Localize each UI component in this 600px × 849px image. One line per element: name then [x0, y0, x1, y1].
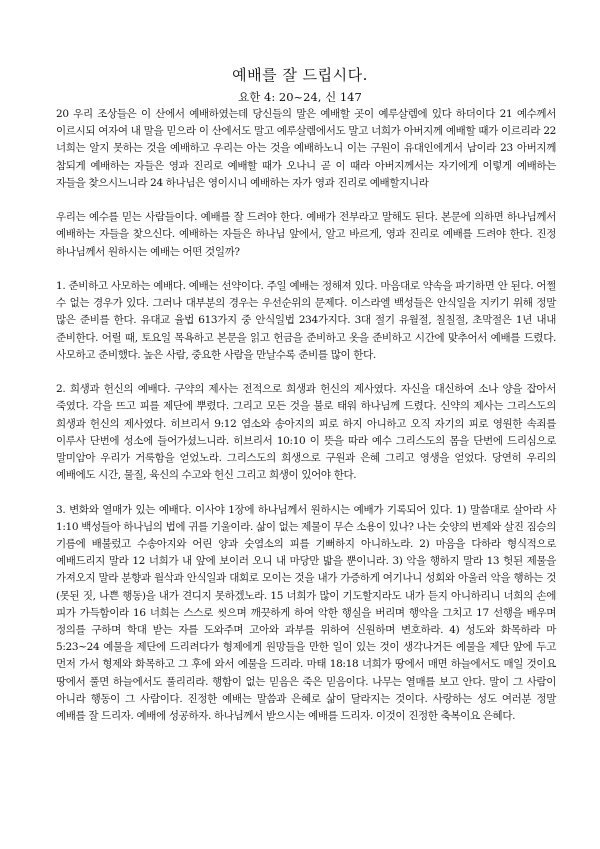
scripture-passage: 20 우리 조상들은 이 산에서 예배하였는데 당신들의 말은 예배할 곳이 예루살렘에 있다 하더이다 21 예수께서 이르시되 여자여 내 말을 믿으라 이 산에서도 말고 예루살렘에서도 말고 너희가 아버지께 예배할 때가 이르리라 22 너희는 알지 못하는 것을 예배하고 우리는 아는 것을 예배하노니 이는 구원이 유대인에게서 남이라 23 아버지께 참되게 예배하는 자들은 영과 진리로 예배할 때가 오나니 곧 이 때라 아버지께서는 자기에게 이렇게 예배하는 자들을 찾으시느니라 24 하나님은 영이시니 예배하는 자가 영과 진리로 예배할지니라 [56, 108, 556, 189]
sermon-body [56, 106, 556, 725]
scripture-reference: 요한 4: 20~24, 신 147 [238, 90, 362, 104]
paragraph-spacer [56, 484, 556, 501]
paragraph-spacer [56, 261, 556, 278]
point-1-paragraph: 1. 준비하고 사모하는 예배다. 예배는 선약이다. 주일 예배는 정해져 있다. 마음대로 약속을 파기하면 안 된다. 어쩔 수 없는 경우가 있다. 그러나 대부분의 경우는 우선순위의 문제다. 이스라엘 백성들은 안식일을 지키기 위해 정말 많은 준비를 한다. 유대교 율법 613가지 중 안식일법 234가지다. 3대 절기 유월절, 칠칠절, 초막절은 1년 내내 준비한다. 어릴 때, 토요일 목욕하고 본문을 읽고 헌금을 준비하고 옷을 준비하고 시간에 맞추어서 예배를 드렸다. 사모하고 준비했다. 높은 사람, 중요한 사람을 만날수록 준비를 많이 한다. [56, 280, 556, 361]
introduction-paragraph: 우리는 예수를 믿는 사람들이다. 예배를 잘 드려야 한다. 예배가 전부라고 말해도 된다. 본문에 의하면 하나님께서 예배하는 자들을 찾으신다. 예배하는 자들은 하나님 앞에서, 알고 바르게, 영과 진리로 예배를 드려야 한다. 진정 하나님께서 원하시는 예배는 어떤 것일까? [56, 211, 556, 258]
paragraph-spacer [56, 364, 556, 381]
page-title: 예배를 잘 드립시다. [232, 66, 368, 84]
point-2-paragraph: 2. 희생과 헌신의 예배다. 구약의 제사는 전적으로 희생과 헌신의 제사였다. 자신을 대신하여 소나 양을 잡아서 죽였다. 각을 뜨고 피를 제단에 뿌렸다. 그리고 모든 것을 불로 태워 하나님께 드렸다. 신약의 제사는 그리스도의 희생과 헌신의 제사였다. 히브리서 9:12 염소와 송아지의 피로 하지 아니하고 오직 자기의 피로 영원한 속죄를 이루사 단번에 성소에 들어가셨느니라. 히브리서 10:10 이 뜻을 따라 예수 그리스도의 몸을 단번에 드리심으로 말미암아 우리가 거룩함을 얻었노라. 그리스도의 희생으로 구원과 은혜 그리고 영생을 얻었다. 당연히 우리의 예배에도 시간, 물질, 육신의 수고와 헌신 그리고 희생이 있어야 한다. [56, 383, 556, 482]
point-3-paragraph: 3. 변화와 열매가 있는 예배다. 이사야 1장에 하나님께서 원하시는 예배가 기록되어 있다. 1) 말씀대로 살아라 사 1:10 백성들아 하나님의 법에 귀를 기울이라. 삶이 없는 제물이 무슨 소용이 있나? 나는 숫양의 번제와 살진 짐승의 기름에 배불렀고 수송아지와 어린 양과 숫염소의 피를 기뻐하지 아니하노라. 2) 마음을 다하라 형식적으로 예배드리지 말라 12 너희가 내 앞에 보이러 오니 내 마당만 밟을 뿐이니라. 3) 악을 행하지 말라 13 헛된 제물을 가져오지 말라 분향과 월삭과 안식일과 대회로 모이는 것을 내가 가증하게 여기나니 성회와 아울러 악을 행하는 것(못된 짓, 나쁜 행동)을 내가 견디지 못하겠노라. 15 너희가 많이 기도할지라도 내가 듣지 아니하리니 너희의 손에 피가 가득함이라 16 너희는 스스로 씻으며 깨끗하게 하여 악한 행실을 버리며 행악을 그치고 17 선행을 배우며 정의를 구하며 학대 받는 자를 도와주며 고아와 과부를 위하여 신원하며 변호하라. 4) 성도와 화목하라 마 5:23~24 예물을 제단에 드리려다가 형제에게 원망들을 만한 일이 있는 것이 생각나거든 예물을 제단 앞에 두고 먼저 가서 형제와 화목하고 그 후에 와서 예물을 드리라. 마태 18:18 너희가 땅에서 매면 하늘에서도 매일 것이요 땅에서 풀면 하늘에서도 풀리리라. 행함이 없는 믿음은 죽은 믿음이다. 나무는 열매를 보고 안다. 말이 그 사람이 아니라 행동이 그 사람이다. 진정한 예배는 말씀과 은혜로 삶이 달라지는 것이다. 사랑하는 성도 여러분 정말 예배를 잘 드리자. 예배에 성공하자. 하나님께서 받으시는 예배를 드리자. 이것이 진정한 축복이요 은혜다. [56, 503, 556, 723]
paragraph-spacer [56, 192, 556, 209]
